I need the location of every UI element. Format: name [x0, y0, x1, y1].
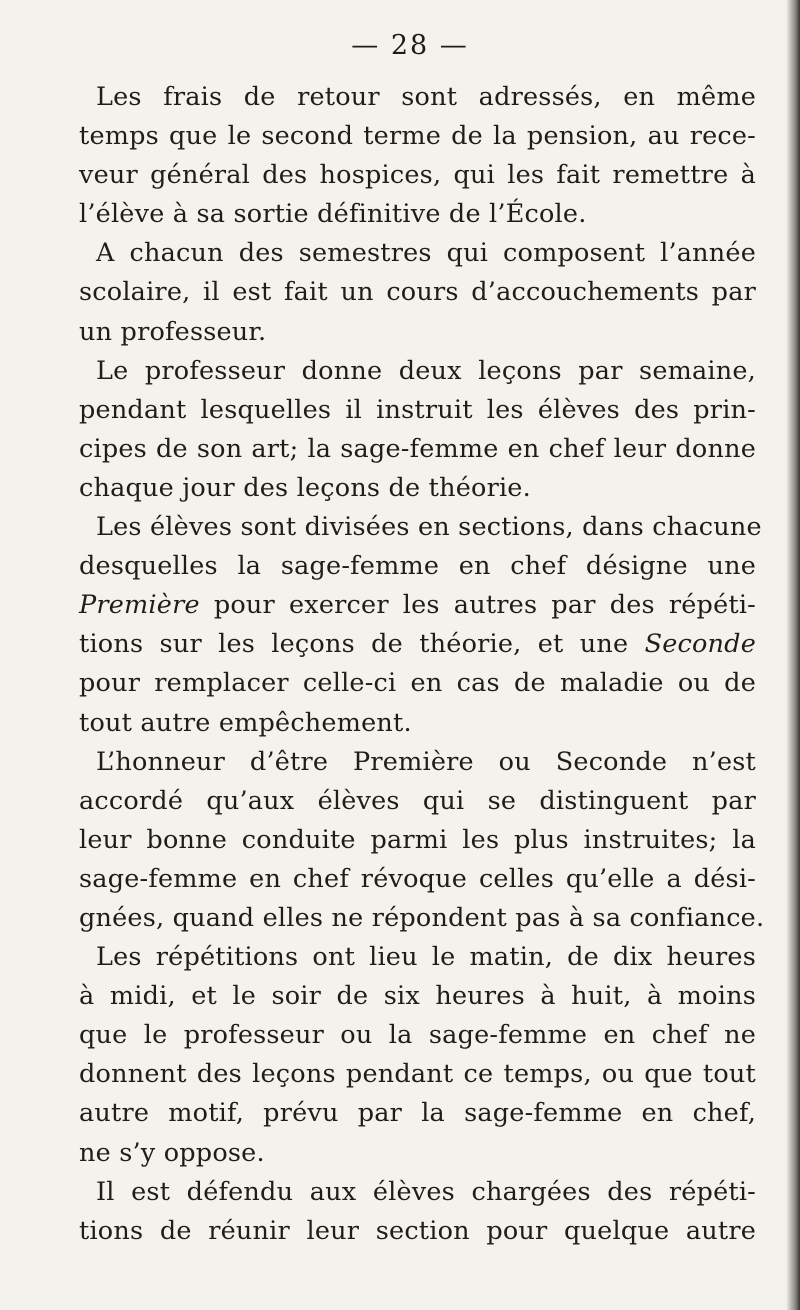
text-line-before: tions sur les leçons de théorie, et une [79, 629, 645, 660]
text-line: leur bonne conduite parmi les plus instruites; la [79, 824, 756, 855]
text-line: l’élève à sa sortie définitive de l’École. [79, 199, 587, 230]
text-line: sage-femme en chef révoque celles qu’elle a dési- [79, 863, 756, 894]
text-line: autre motif, prévu par la sage-femme en chef, [79, 1098, 756, 1129]
italic-term-seconde: Seconde [644, 629, 756, 660]
page-edge-shadow [786, 0, 800, 1310]
text-line: Les répétitions ont lieu le matin, de dix heures [96, 942, 756, 973]
text-line: un professeur. [79, 316, 267, 347]
text-line: veur général des hospices, qui les fait remettre à [79, 160, 756, 191]
text-line: accordé qu’aux élèves qui se distinguent par [79, 785, 756, 816]
text-line: cipes de son art; la sage-femme en chef leur donne [79, 433, 756, 464]
text-line: Les élèves sont divisées en sections, dans chacune [96, 512, 762, 543]
text-line [79, 625, 756, 664]
text-line: pendant lesquelles il instruit les élèves des prin- [79, 394, 756, 425]
text-line: ne s’y oppose. [79, 1137, 265, 1168]
text-line [79, 586, 756, 625]
text-line-rest: pour exercer les autres par des répéti- [199, 590, 756, 621]
text-line: Les frais de retour sont adressés, en même [96, 82, 756, 112]
text-line: pour remplacer celle-ci en cas de maladie ou de [79, 668, 756, 699]
text-line: gnées, quand elles ne répondent pas à sa confiance. [79, 902, 765, 933]
text-line: temps que le second terme de la pension, au rece- [79, 121, 756, 152]
text-line: tions de réunir leur section pour quelque autre [79, 1215, 756, 1246]
text-line: Le professeur donne deux leçons par semaine, [96, 355, 756, 386]
text-line: chaque jour des leçons de théorie. [79, 472, 531, 503]
text-line: que le professeur ou la sage-femme en chef ne [79, 1020, 756, 1051]
body-text [79, 78, 765, 1251]
text-line: à midi, et le soir de six heures à huit, à moins [79, 981, 756, 1012]
text-line: scolaire, il est fait un cours d’accouchements par [79, 277, 756, 308]
text-line: tout autre empêchement. [79, 707, 412, 738]
text-line: desquelles la sage-femme en chef désigne une [79, 551, 756, 582]
italic-term-premiere: Première [79, 590, 200, 621]
text-line: Il est défendu aux élèves chargées des répéti- [96, 1176, 756, 1207]
text-line: A chacun des semestres qui composent l’année [96, 238, 756, 269]
text-line: L’honneur d’être Première ou Seconde n’est [96, 746, 756, 777]
page-number: — 28 — [351, 30, 469, 61]
text-line: donnent des leçons pendant ce temps, ou que tout [79, 1059, 756, 1090]
